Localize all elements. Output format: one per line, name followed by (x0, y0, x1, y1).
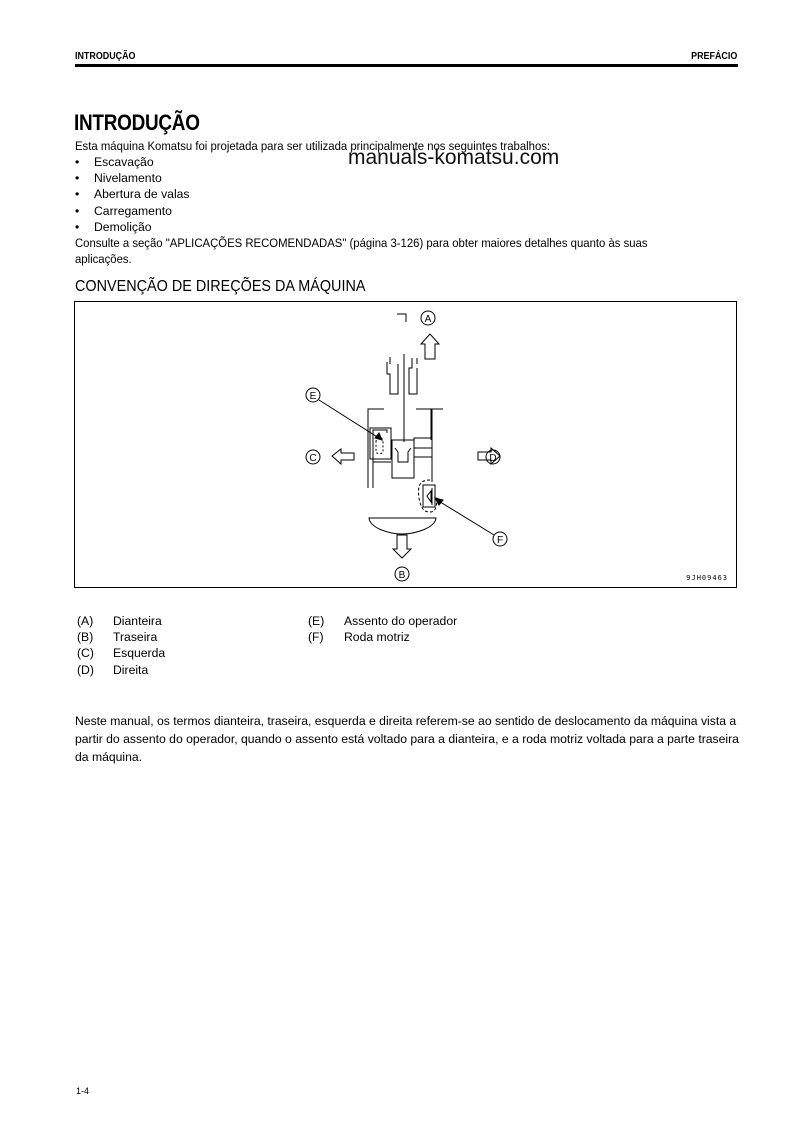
callout-a: A (424, 314, 432, 325)
bullet-icon: • (75, 203, 80, 218)
bullet-icon: • (75, 187, 80, 202)
machine-direction-figure (74, 301, 737, 588)
list-item: • Abertura de valas (75, 187, 190, 202)
callout-b: B (398, 570, 406, 581)
legend-item: (D) Direita (77, 662, 149, 677)
legend-item: (C) Esquerda (77, 646, 166, 661)
watermark: manuals-komatsu.com (348, 146, 560, 169)
running-header-right: PREFÁCIO (690, 50, 737, 62)
legend-item: (A) Dianteira (77, 614, 162, 628)
applications-list (75, 154, 190, 235)
list-item: • Nivelamento (75, 171, 162, 186)
legend-right (308, 613, 457, 645)
intro-paragraph: Esta máquina Komatsu foi projetada para ser utilizada principalmente nos seguintes trabalhos: (75, 139, 551, 153)
list-item: • Carregamento (75, 203, 172, 218)
page-number: 1-4 (76, 1086, 90, 1096)
list-item: • Demolição (75, 219, 152, 234)
legend-item: (F) Roda motriz (308, 630, 410, 645)
callout-c: C (309, 453, 317, 464)
machine-top-view-diagram (75, 302, 738, 589)
bullet-icon: • (75, 219, 80, 234)
callout-e: E (309, 391, 317, 402)
callout-f: F (496, 535, 504, 546)
section-title: CONVENÇÃO DE DIREÇÕES DA MÁQUINA (75, 278, 366, 295)
legend-left (77, 613, 165, 678)
callout-d: D (489, 453, 497, 464)
page-title: INTRODUÇÃO (74, 110, 200, 135)
list-item: • Escavação (75, 155, 154, 169)
figure-code: 9JH09463 (686, 574, 728, 582)
legend-item: (E) Assento do operador (308, 614, 458, 628)
reference-paragraph-line1: Consulte a seção "APLICAÇÕES RECOMENDADAS" (página 3-126) para obter maiores detalhes quanto às suas (75, 236, 648, 250)
bullet-icon: • (75, 155, 80, 169)
legend-item: (B) Traseira (77, 630, 158, 645)
reference-paragraph-line2: aplicações. (75, 252, 132, 266)
bullet-icon: • (75, 171, 80, 186)
closing-paragraph: Neste manual, os termos dianteira, traseira, esquerda e direita referem-se ao sentido de deslocamento da máquina vista a partir do assento do operador, quando o assento está voltado para a dianteira, e a roda motriz voltada para a parte traseira da máquina. (75, 714, 739, 764)
header-rule (75, 64, 738, 67)
running-header-left: INTRODUÇÃO (75, 50, 136, 62)
